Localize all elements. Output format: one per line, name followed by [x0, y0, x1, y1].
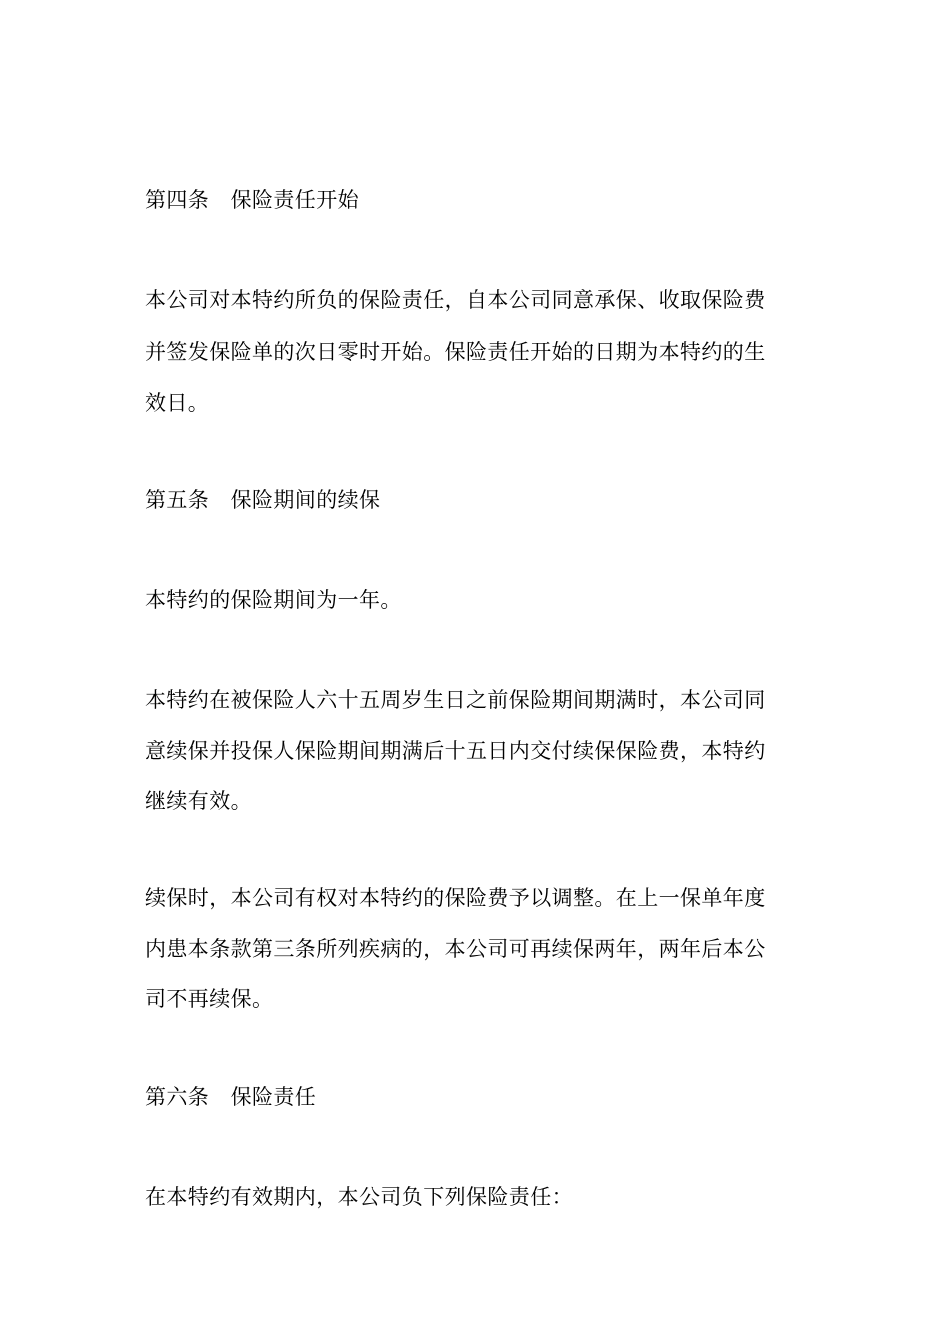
article-5-paragraph-3-line-1: 续保时，本公司有权对本特约的保险费予以调整。在上一保单年度 [145, 886, 766, 910]
article-5-paragraph-3-line-2: 内患本条款第三条所列疾病的，本公司可再续保两年，两年后本公 [145, 937, 766, 961]
article-5-paragraph-3-line-3: 司不再续保。 [145, 987, 274, 1011]
article-6-paragraph-line-1: 在本特约有效期内，本公司负下列保险责任： [145, 1185, 573, 1209]
article-4-heading: 第四条 保险责任开始 [145, 188, 359, 212]
article-5-paragraph-2-line-3: 继续有效。 [145, 789, 252, 813]
article-5-heading: 第五条 保险期间的续保 [145, 488, 381, 512]
article-5-paragraph-2-line-2: 意续保并投保人保险期间期满后十五日内交付续保保险费，本特约 [145, 739, 766, 763]
article-4-paragraph-line-3: 效日。 [145, 391, 210, 415]
article-5-paragraph-1-line-1: 本特约的保险期间为一年。 [145, 588, 402, 612]
article-6-heading: 第六条 保险责任 [145, 1085, 317, 1109]
article-4-paragraph-line-2: 并签发保险单的次日零时开始。保险责任开始的日期为本特约的生 [145, 340, 766, 364]
article-4-paragraph-line-1: 本公司对本特约所负的保险责任，自本公司同意承保、收取保险费 [145, 288, 766, 312]
article-5-paragraph-2-line-1: 本特约在被保险人六十五周岁生日之前保险期间期满时，本公司同 [145, 688, 766, 712]
